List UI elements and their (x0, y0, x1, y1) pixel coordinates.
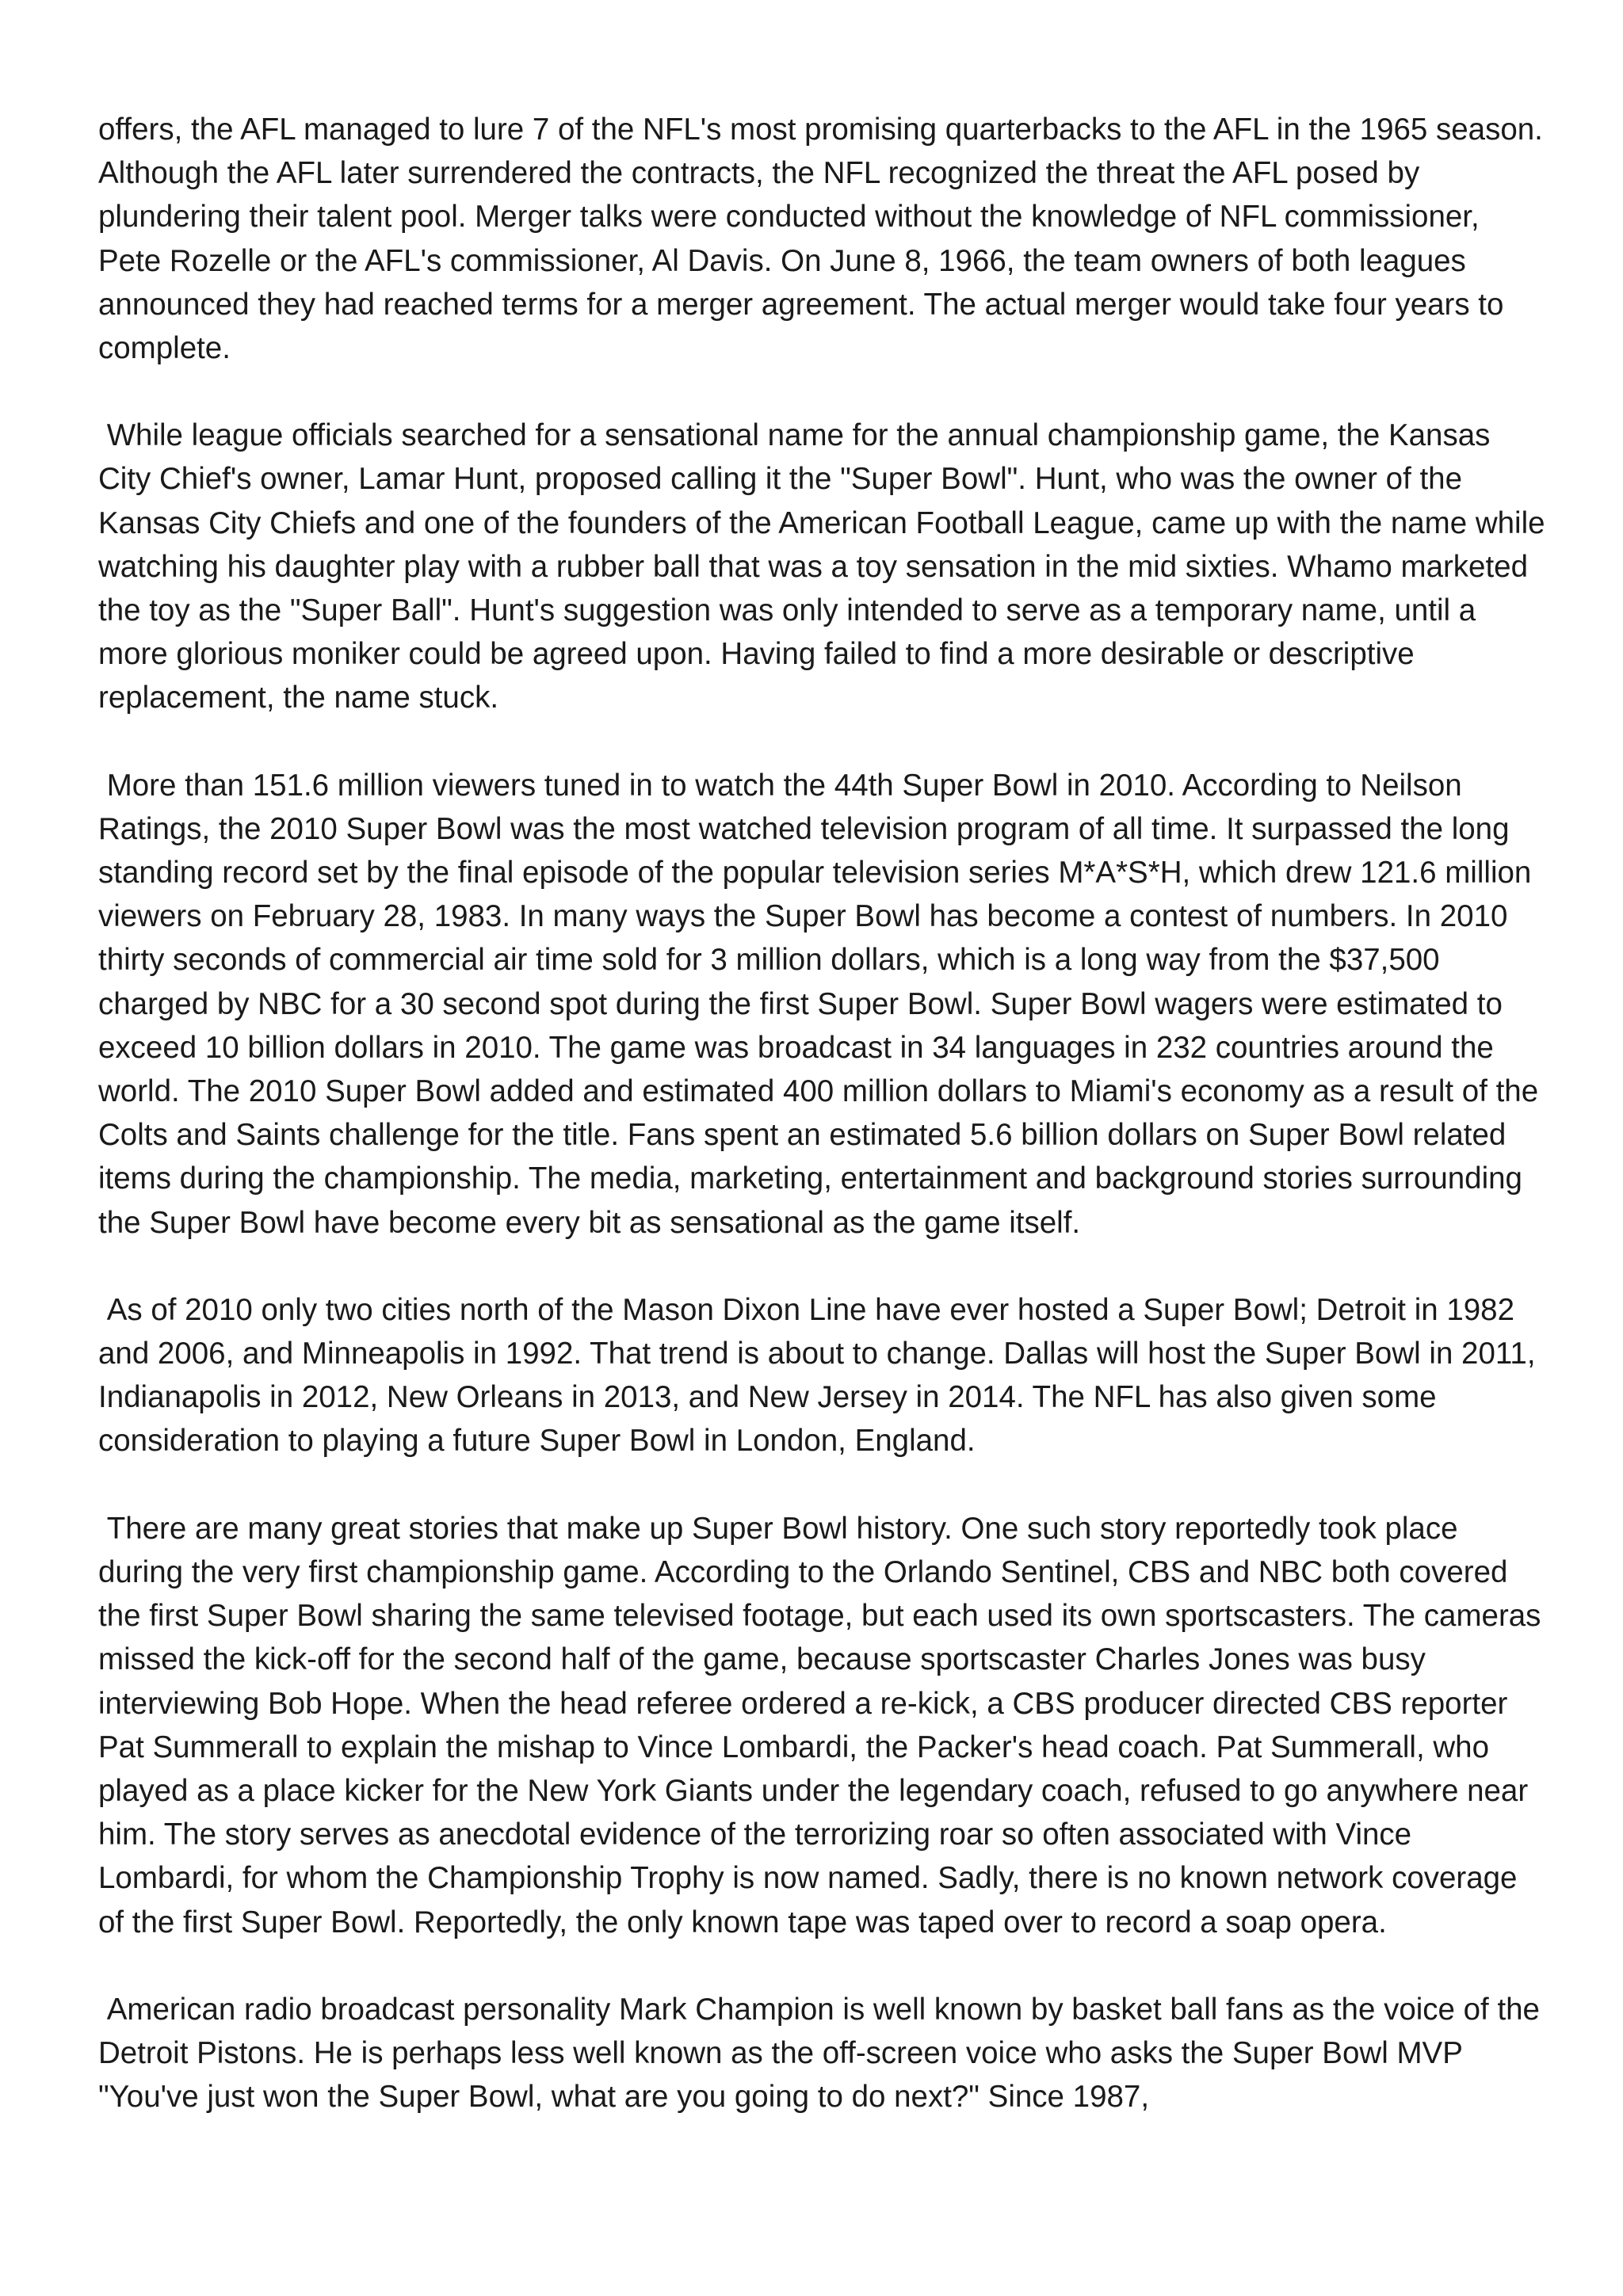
paragraph-viewership-numbers: More than 151.6 million viewers tuned in to watch the 44th Super Bowl in 2010. According to Neilson Ratings, the 2010 Super Bowl was the most watched television program of all time. It surpassed the long standing record set by the final episode of the popular television series M*A*S*H, which drew 121.6 million viewers on February 28, 1983. In many ways the Super Bowl has become a contest of numbers. In 2010 thirty seconds of commercial air time sold for 3 million dollars, which is a long way from the $37,500 charged by NBC for a 30 second spot during the first Super Bowl. Super Bowl wagers were estimated to exceed 10 billion dollars in 2010. The game was broadcast in 34 languages in 232 countries around the world. The 2010 Super Bowl added and estimated 400 million dollars to Miami's economy as a result of the Colts and Saints challenge for the title. Fans spent an estimated 5.6 billion dollars on Super Bowl related items during the championship. The media, marketing, entertainment and background stories surrounding the Super Bowl have become every bit as sensational as the game itself. (98, 768, 1547, 1240)
document-body (98, 108, 1554, 2119)
paragraph-super-bowl-name: While league officials searched for a sensational name for the annual championship game, the Kansas City Chief's owner, Lamar Hunt, proposed calling it the "Super Bowl". Hunt, who was the owner of the Kansas City Chiefs and one of the founders of the American Football League, came up with the name while watching his daughter play with a rubber ball that was a toy sensation in the mid sixties. Whamo marketed the toy as the "Super Ball". Hunt's suggestion was only intended to serve as a temporary name, until a more glorious moniker could be agreed upon. Having failed to find a more desirable or descriptive replacement, the name stuck. (98, 418, 1554, 715)
paragraph-mark-champion: American radio broadcast personality Mark Champion is well known by basket ball fans as the voice of the Detroit Pistons. He is perhaps less well known as the off-screen voice who asks the Super Bowl MVP "You've just won the Super Bowl, what are you going to do next?" Since 1987, (98, 1992, 1549, 2115)
paragraph-afl-merger: offers, the AFL managed to lure 7 of the NFL's most promising quarterbacks to the AFL in the 1965 season. Although the AFL later surrendered the contracts, the NFL recognized the threat the AFL posed by plundering their talent pool. Merger talks were conducted without the knowledge of NFL commissioner, Pete Rozelle or the AFL's commissioner, Al Davis. On June 8, 1966, the team owners of both leagues announced they had reached terms for a merger agreement. The actual merger would take four years to complete. (98, 113, 1550, 366)
paragraph-first-game-story: There are many great stories that make up Super Bowl history. One such story reportedly took place during the very first championship game. According to the Orlando Sentinel, CBS and NBC both covered the first Super Bowl sharing the same televised footage, but each used its own sportscasters. The cameras missed the kick-off for the second half of the game, because sportscaster Charles Jones was busy interviewing Bob Hope. When the head referee ordered a re-kick, a CBS producer directed CBS reporter Pat Summerall to explain the mishap to Vince Lombardi, the Packer's head coach. Pat Summerall, who played as a place kicker for the New York Giants under the legendary coach, refused to go anywhere near him. The story serves as anecdotal evidence of the terrorizing roar so often associated with Vince Lombardi, for whom the Championship Trophy is now named. Sadly, there is no known network coverage of the first Super Bowl. Reportedly, the only known tape was taped over to record a soap opera. (98, 1511, 1550, 1939)
paragraph-host-cities: As of 2010 only two cities north of the Mason Dixon Line have ever hosted a Super Bowl; Detroit in 1982 and 2006, and Minneapolis in 1992. That trend is about to change. Dallas will host the Super Bowl in 2011, Indianapolis in 2012, New Orleans in 2013, and New Jersey in 2014. The NFL has also given some consideration to playing a future Super Bowl in London, England. (98, 1292, 1545, 1459)
